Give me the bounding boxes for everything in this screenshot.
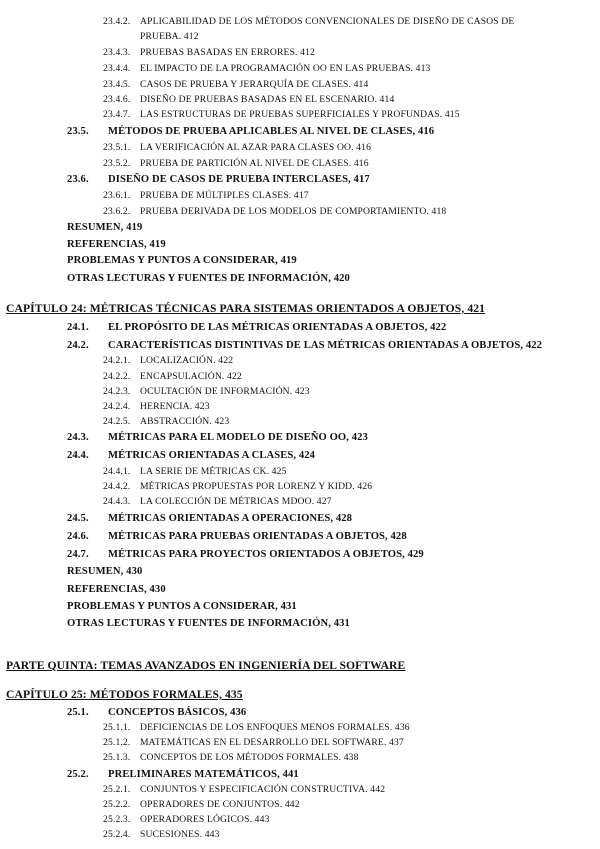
entry-number: 24.4.1. [103,466,131,477]
toc-entry-23-4-4 [103,62,431,76]
entry-number: 23.6.1. [103,190,131,201]
toc-entry-23-4-2-continued [140,30,199,44]
entry-title: ABSTRACCIÓN. 423 [140,416,230,427]
toc-entry-23-6-2 [103,205,446,219]
toc-section-25-1 [67,706,246,720]
entry-title: MÉTRICAS PROPUESTAS POR LORENZ Y KIDD. 426 [140,481,373,492]
entry-number: 23.4.4. [103,63,131,74]
entry-title: DISEÑO DE PRUEBAS BASADAS EN EL ESCENARIO. 414 [140,94,395,105]
toc-section-23-6 [67,173,370,187]
toc-entry-23-4-6 [103,93,394,107]
toc-entry-24-2-3 [103,385,310,399]
chapter-title: CAPÍTULO 25: MÉTODOS FORMALES, 435 [6,688,243,701]
toc-section-24-6 [67,530,407,544]
entry-title: DEFICIENCIAS DE LOS ENFOQUES MENOS FORMALES. 436 [140,722,410,733]
section-number: 24.7. [67,549,89,560]
entry-title: ENCAPSULACIÓN. 422 [140,371,242,382]
toc-referencias [67,238,166,252]
entry-number: 24.2.5. [103,416,131,427]
entry-title: PRUEBA DERIVADA DE LOS MODELOS DE COMPORTAMIENTO. 418 [140,206,447,217]
section-title: MÉTRICAS ORIENTADAS A OPERACIONES, 428 [108,513,353,524]
entry-number: 23.4.2. [103,16,131,27]
entry-title: LOCALIZACIÓN. 422 [140,355,234,366]
entry-number: 24.2.4. [103,401,131,412]
entry-number: 24.4.2. [103,481,131,492]
toc-entry-24-4-2 [103,480,372,494]
entry-number: 24.2.2. [103,371,131,382]
entry-title: OPERADORES DE CONJUNTOS. 442 [140,799,300,810]
toc-entry-24-2-5 [103,415,229,429]
entry-title: MATEMÁTICAS EN EL DESARROLLO DEL SOFTWARE. 437 [140,737,404,748]
entry-number: 25.2.4. [103,829,131,840]
entry-title: LA VERIFICACIÓN AL AZAR PARA CLASES OO. 416 [140,142,372,153]
entry-title: HERENCIA. 423 [140,401,210,412]
toc-entry-24-4-3 [103,495,332,509]
toc-entry-24-2-1 [103,354,233,368]
section-title: DISEÑO DE CASOS DE PRUEBA INTERCLASES, 417 [108,174,370,185]
section-number: 24.6. [67,531,89,542]
toc-problemas [67,600,297,614]
toc-entry-25-2-1 [103,783,385,797]
section-title: CARACTERÍSTICAS DISTINTIVAS DE LAS MÉTRICAS ORIENTADAS A OBJETOS, 422 [108,340,543,351]
toc-entry-23-4-7 [103,108,460,122]
section-title: REFERENCIAS, 419 [67,239,166,250]
section-title: MÉTRICAS ORIENTADAS A CLASES, 424 [108,450,316,461]
toc-entry-23-5-2 [103,157,369,171]
entry-number: 25.2.2. [103,799,131,810]
entry-number: 23.5.2. [103,158,131,169]
toc-entry-23-4-2 [103,15,514,29]
toc-entry-25-2-3 [103,813,270,827]
entry-title: CONCEPTOS DE LOS MÉTODOS FORMALES. 438 [140,752,359,763]
section-number: 24.4. [67,450,89,461]
section-number: 23.5. [67,126,89,137]
entry-title: PRUEBA. 412 [140,31,199,42]
toc-entry-25-1-2 [103,736,404,750]
toc-section-23-5 [67,125,434,139]
entry-title: SUCESIONES. 443 [140,829,220,840]
section-title: MÉTRICAS PARA EL MODELO DE DISEÑO OO, 423 [108,432,368,443]
entry-number: 25.1.1. [103,722,131,733]
toc-entry-24-2-4 [103,400,210,414]
section-number: 25.1. [67,707,89,718]
toc-referencias [67,583,166,597]
section-title: MÉTRICAS PARA PROYECTOS ORIENTADOS A OBJETOS, 429 [108,549,424,560]
entry-title: OCULTACIÓN DE INFORMACIÓN. 423 [140,386,310,397]
section-title: CONCEPTOS BÁSICOS, 436 [108,707,247,718]
entry-title: PRUEBA DE PARTICIÓN AL NIVEL DE CLASES. 416 [140,158,369,169]
entry-number: 25.1.3. [103,752,131,763]
section-title: PROBLEMAS Y PUNTOS A CONSIDERAR, 419 [67,255,297,266]
entry-number: 23.4.7. [103,109,131,120]
chapter-24-heading [6,302,485,316]
entry-title: EL IMPACTO DE LA PROGRAMACIÓN OO EN LAS PRUEBAS. 413 [140,63,431,74]
section-title: RESUMEN, 430 [67,566,143,577]
toc-section-24-5 [67,512,352,526]
entry-title: OPERADORES LÓGICOS. 443 [140,814,270,825]
toc-section-24-3 [67,431,368,445]
entry-number: 25.1.2. [103,737,131,748]
toc-section-24-7 [67,548,424,562]
entry-title: PRUEBAS BASADAS EN ERRORES. 412 [140,47,315,58]
entry-title: LAS ESTRUCTURAS DE PRUEBAS SUPERFICIALES Y PROFUNDAS. 415 [140,109,460,120]
section-number: 24.1. [67,322,89,333]
toc-problemas [67,254,297,268]
entry-title: PRUEBA DE MÚLTIPLES CLASES. 417 [140,190,309,201]
section-title: MÉTRICAS PARA PRUEBAS ORIENTADAS A OBJETOS, 428 [108,531,407,542]
entry-number: 24.4.3. [103,496,131,507]
toc-entry-24-2-2 [103,370,242,384]
toc-resumen [67,565,142,579]
section-number: 24.2. [67,340,89,351]
entry-number: 24.2.3. [103,386,131,397]
entry-number: 23.6.2. [103,206,131,217]
entry-number: 23.4.5. [103,79,131,90]
toc-entry-23-6-1 [103,189,309,203]
toc-section-24-1 [67,321,446,335]
toc-resumen [67,221,142,235]
entry-number: 23.4.3. [103,47,131,58]
toc-entry-24-4-1 [103,465,287,479]
toc-otras-lecturas [67,617,350,631]
entry-title: APLICABILIDAD DE LOS MÉTODOS CONVENCIONALES DE DISEÑO DE CASOS DE [140,16,515,27]
toc-section-24-2 [67,339,542,353]
section-number: 25.2. [67,769,89,780]
section-title: MÉTODOS DE PRUEBA APLICABLES AL NIVEL DE CLASES, 416 [108,126,435,137]
entry-number: 24.2.1. [103,355,131,366]
entry-title: CONJUNTOS Y ESPECIFICACIÓN CONSTRUCTIVA. 442 [140,784,386,795]
section-title: PROBLEMAS Y PUNTOS A CONSIDERAR, 431 [67,601,297,612]
toc-otras-lecturas [67,272,350,286]
chapter-title: CAPÍTULO 24: MÉTRICAS TÉCNICAS PARA SISTEMAS ORIENTADOS A OBJETOS, 421 [6,302,486,315]
entry-number: 23.4.6. [103,94,131,105]
section-title: REFERENCIAS, 430 [67,584,166,595]
entry-title: CASOS DE PRUEBA Y JERARQUÍA DE CLASES. 414 [140,79,369,90]
part-five-heading [6,659,405,673]
section-number: 24.5. [67,513,89,524]
section-number: 24.3. [67,432,89,443]
section-number: 23.6. [67,174,89,185]
toc-entry-23-4-3 [103,46,315,60]
chapter-25-heading [6,688,243,702]
section-title: OTRAS LECTURAS Y FUENTES DE INFORMACIÓN, 420 [67,273,350,284]
section-title: OTRAS LECTURAS Y FUENTES DE INFORMACIÓN, 431 [67,618,350,629]
toc-entry-25-2-2 [103,798,300,812]
section-title: EL PROPÓSITO DE LAS MÉTRICAS ORIENTADAS A OBJETOS, 422 [108,322,447,333]
entry-number: 23.5.1. [103,142,131,153]
entry-number: 25.2.3. [103,814,131,825]
toc-entry-23-5-1 [103,141,371,155]
entry-title: LA COLECCIÓN DE MÉTRICAS MDOO. 427 [140,496,332,507]
toc-entry-25-2-4 [103,828,220,842]
toc-entry-25-1-1 [103,721,410,735]
toc-entry-25-1-3 [103,751,359,765]
section-title: RESUMEN, 419 [67,222,143,233]
toc-section-25-2 [67,768,299,782]
toc-entry-23-4-5 [103,78,368,92]
section-title: PRELIMINARES MATEMÁTICOS, 441 [108,769,299,780]
part-title: PARTE QUINTA: TEMAS AVANZADOS EN INGENIERÍA DEL SOFTWARE [6,659,406,672]
toc-section-24-4 [67,449,315,463]
entry-title: LA SERIE DE MÉTRICAS CK. 425 [140,466,287,477]
entry-number: 25.2.1. [103,784,131,795]
